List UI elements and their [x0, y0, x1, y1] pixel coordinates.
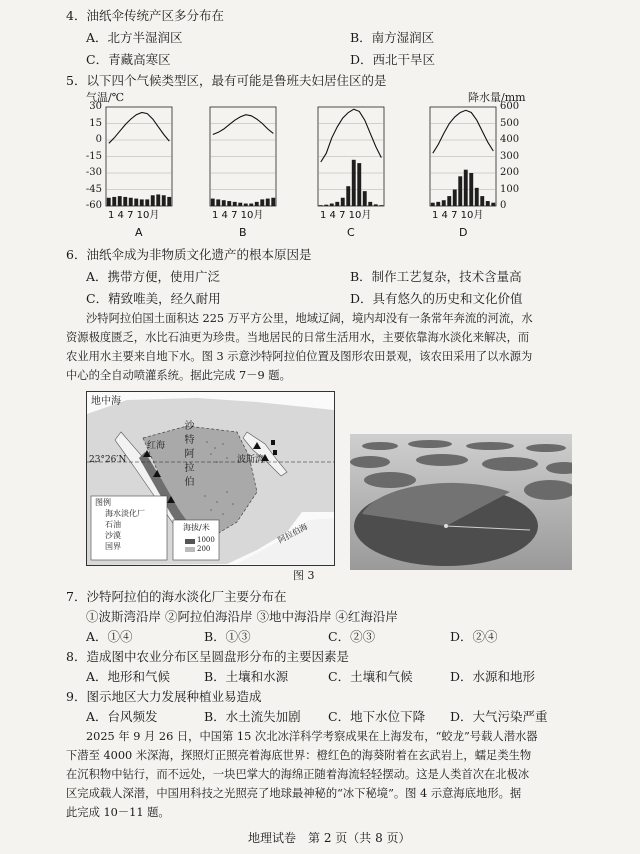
q7-stem: 7．沙特阿拉伯的海水淡化厂主要分布在 — [66, 589, 287, 604]
month-ticks-D: 1 4 7 10月 — [432, 210, 484, 221]
q6-option-d: D．具有悠久的历史和文化价值 — [350, 291, 523, 306]
figure3-caption: 图 3 — [293, 569, 315, 582]
precip-bar-C-6 — [346, 186, 350, 206]
q6-option-a: A．携带方便，使用广泛 — [86, 269, 221, 284]
precip-tick: 100 — [500, 183, 520, 195]
map-label-arabian-sea: 阿拉伯海 — [276, 522, 310, 546]
q6-option-c: C．精致唯美，经久耐用 — [86, 291, 221, 306]
legend-desal: 海水淡化厂 — [105, 509, 145, 518]
precip-bar-B-3 — [222, 200, 226, 206]
precip-bar-B-4 — [227, 201, 231, 206]
panel-label-B: B — [239, 226, 247, 239]
precip-bar-A-12 — [167, 197, 171, 206]
precip-tick: 200 — [500, 167, 520, 178]
panel-label-D: D — [459, 226, 468, 239]
precip-bar-A-3 — [118, 196, 122, 206]
q9-option-a: A．台风频发 — [86, 709, 158, 724]
q9-option-c: C．地下水位下降 — [328, 709, 426, 724]
temp-tick: 30 — [89, 101, 102, 112]
q7-option-b: B．①③ — [204, 629, 251, 644]
q7-option-a: A．①④ — [86, 629, 133, 644]
precip-bar-C-7 — [352, 160, 356, 206]
q8-option-d: D．水源和地形 — [450, 669, 536, 684]
precip-bar-A-7 — [140, 199, 144, 206]
intro1-line2: 资源极度匮乏，水比石油更为珍贵。当地居民的日常生活用水，主要依靠海水淡化来解决，而 — [66, 331, 530, 344]
precip-bar-D-2 — [436, 202, 440, 206]
panel-label-C: C — [347, 226, 355, 239]
precip-bar-C-10 — [368, 202, 372, 206]
q9-option-b: B．水土流失加剧 — [204, 709, 301, 724]
map-label-red-sea: 红海 — [147, 441, 166, 451]
intro1-line3: 农业用水主要来自地下水。图 3 示意沙特阿拉伯位置及图形农田景观，该农田采用了以水源为 — [66, 350, 533, 363]
q8-stem: 8．造成图中农业分布区呈圆盘形分布的主要因素是 — [66, 649, 349, 664]
q8-option-c: C．土壤和气候 — [328, 669, 413, 684]
intro2-line3: 在沉积物中钻行，而不远处，一块巴掌大的海绵正随着海流轻轻摆动。这是人类首次在北极冰 — [66, 768, 530, 781]
precip-bar-D-3 — [442, 200, 446, 206]
climate-charts — [0, 0, 640, 250]
precip-bar-A-6 — [134, 199, 138, 206]
q4-option-a: A．北方半湿润区 — [86, 30, 183, 45]
saudi-map — [86, 391, 335, 566]
q9-stem: 9．图示地区大力发展种植业易造成 — [66, 689, 262, 704]
precip-bar-D-1 — [431, 203, 435, 206]
map-label-mediterranean: 地中海 — [91, 396, 121, 407]
precip-tick: 500 — [500, 117, 520, 129]
precip-bar-C-4 — [335, 202, 339, 206]
page-footer: 地理试卷 第 2 页（共 8 页） — [248, 831, 411, 845]
precip-bar-A-4 — [123, 197, 127, 206]
precip-bar-A-2 — [112, 197, 116, 206]
precip-bar-C-8 — [357, 163, 361, 206]
precip-bar-D-12 — [491, 203, 495, 206]
month-ticks-C: 1 4 7 10月 — [320, 210, 372, 221]
precip-axis-label: 降水量/mm — [468, 91, 526, 104]
precip-bar-D-6 — [458, 176, 462, 206]
q9-option-d: D．大气污染严重 — [450, 709, 548, 724]
month-ticks-B: 1 4 7 10月 — [212, 210, 264, 221]
q4-option-c: C．青藏高寒区 — [86, 52, 171, 67]
q4-option-b: B．南方湿润区 — [350, 30, 435, 45]
q6-option-b: B．制作工艺复杂，技术含量高 — [350, 269, 522, 284]
q5-stem: 5．以下四个气候类型区，最有可能是鲁班夫妇居住区的是 — [66, 73, 387, 88]
precip-bar-C-2 — [324, 205, 328, 206]
intro2-line5: 此完成 10－11 题。 — [66, 806, 170, 819]
precip-bar-D-9 — [475, 188, 479, 206]
map-label-country: 沙特阿拉伯 — [182, 420, 193, 490]
legend-alt-200: 200 — [197, 545, 211, 553]
temp-tick: -60 — [85, 200, 102, 211]
precip-bar-B-6 — [238, 203, 242, 206]
precip-tick: 0 — [500, 200, 507, 211]
precip-bar-B-8 — [249, 204, 253, 206]
precip-bar-C-1 — [319, 205, 323, 206]
legend-border: 国界 — [105, 542, 121, 551]
q7-option-d: D．②④ — [450, 629, 498, 644]
temp-tick: -45 — [85, 183, 102, 195]
precip-tick: 600 — [500, 101, 520, 112]
temp-axis-label: 气温/℃ — [86, 91, 125, 104]
precip-bar-A-10 — [156, 194, 160, 206]
circular-farmland-photo — [350, 434, 572, 570]
q4-option-d: D．西北干旱区 — [350, 52, 436, 67]
precip-bar-D-8 — [469, 173, 473, 206]
intro2-line2: 下潜至 4000 米深海，探照灯正照亮着海底世界：橙红色的海葵附着在玄武岩上，蠕足类生物 — [66, 749, 532, 762]
temp-tick: -30 — [85, 167, 102, 178]
precip-bar-B-7 — [244, 204, 248, 206]
map-label-tropic: 23°26′N — [89, 455, 127, 465]
q8-option-b: B．土壤和水源 — [204, 669, 289, 684]
precip-bar-B-10 — [260, 199, 264, 206]
precip-bar-B-11 — [266, 199, 270, 206]
precip-bar-D-10 — [480, 196, 484, 206]
precip-bar-C-5 — [341, 198, 345, 206]
precip-bar-A-5 — [129, 198, 133, 206]
precip-bar-A-11 — [162, 195, 166, 206]
precip-bar-C-11 — [374, 204, 378, 206]
legend-oil: 石油 — [105, 520, 121, 529]
panel-label-A: A — [135, 226, 143, 239]
q4-stem: 4．油纸伞传统产区多分布在 — [66, 8, 224, 23]
precip-bar-A-8 — [145, 199, 149, 206]
precip-bar-C-9 — [363, 191, 367, 206]
precip-bar-B-2 — [216, 199, 220, 206]
temp-line-A — [109, 113, 170, 144]
temp-tick: 0 — [95, 134, 102, 145]
q7-statements: ①波斯湾沿岸 ②阿拉伯海沿岸 ③地中海沿岸 ④红海沿岸 — [86, 609, 398, 624]
temp-tick: 15 — [89, 117, 102, 129]
q6-stem: 6．油纸伞成为非物质文化遗产的根本原因是 — [66, 247, 312, 262]
temp-line-C — [321, 109, 382, 162]
precip-bar-A-1 — [107, 198, 111, 206]
legend-altitude-label: 海拔/米 — [183, 523, 210, 532]
precip-bar-D-5 — [453, 190, 457, 207]
intro1-line4: 中心的全自动喷灌系统。据此完成 7－9 题。 — [66, 369, 291, 382]
precip-tick: 300 — [500, 150, 520, 162]
legend-title: 图例 — [95, 498, 111, 507]
map-label-persian-gulf: 波斯湾 — [237, 455, 265, 465]
temp-tick: -15 — [85, 150, 102, 162]
temp-line-D — [433, 110, 494, 153]
intro2-line1: 2025 年 9 月 26 日，中国第 15 次北冰洋科学考察成果在上海发布，“蛟龙”号载人潜水器 — [86, 730, 538, 743]
precip-bar-D-7 — [464, 170, 468, 206]
precip-bar-C-12 — [379, 205, 383, 206]
precip-tick: 400 — [500, 134, 520, 145]
q8-option-a: A．地形和气候 — [86, 669, 171, 684]
precip-bar-C-3 — [330, 204, 334, 206]
month-ticks-A: 1 4 7 10月 — [108, 210, 160, 221]
temp-line-B — [213, 115, 273, 135]
intro2-line4: 区完成载人深潜，中国用科技之光照亮了地球最神秘的“冰下秘境”。图 4 示意海底地形。据 — [66, 787, 522, 800]
precip-bar-B-5 — [233, 202, 237, 206]
intro1-line1: 沙特阿拉伯国土面积达 225 万平方公里，地域辽阔，境内却没有一条常年奔流的河流，水 — [86, 312, 533, 325]
precip-bar-B-1 — [211, 199, 215, 206]
legend-desert: 沙漠 — [105, 531, 121, 540]
q7-option-c: C．②③ — [328, 629, 376, 644]
precip-bar-B-12 — [271, 198, 275, 206]
precip-bar-D-4 — [447, 196, 451, 206]
legend-alt-1000: 1000 — [197, 536, 215, 544]
precip-bar-A-9 — [151, 195, 155, 206]
precip-bar-D-11 — [486, 201, 490, 206]
precip-bar-B-9 — [255, 202, 259, 206]
